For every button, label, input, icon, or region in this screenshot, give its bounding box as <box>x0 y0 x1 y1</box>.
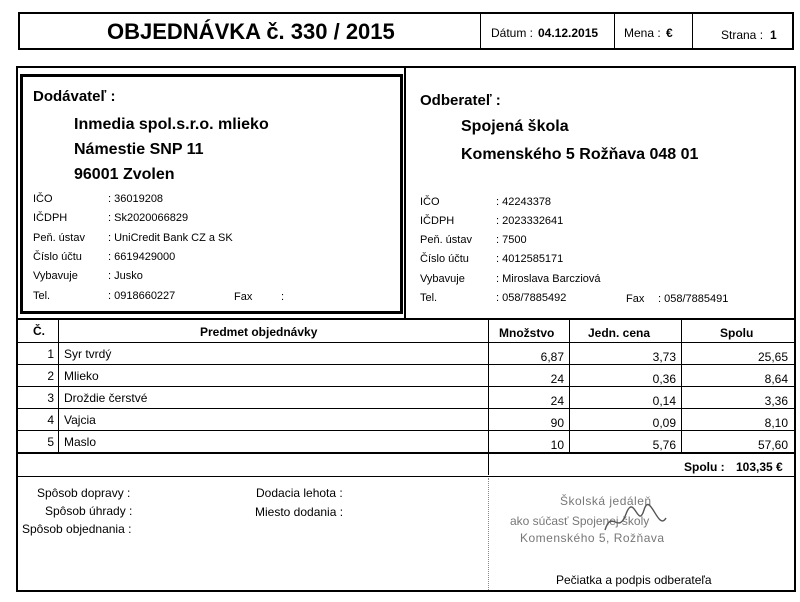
row-qty: 24 <box>550 394 564 408</box>
row-total: 57,60 <box>757 438 788 452</box>
customer-field-value: : 058/7885492 <box>496 292 567 304</box>
customer-divider <box>404 68 406 318</box>
supplier-name-line: Inmedia spol.s.r.o. mlieko <box>74 116 269 133</box>
sum-value: 103,35 € <box>736 460 783 474</box>
supplier-field-label: IČO <box>33 193 53 205</box>
currency-value: € <box>666 26 673 40</box>
row-item: Maslo <box>64 435 97 449</box>
table-bottom-rule <box>17 452 795 454</box>
table-col-rule <box>569 320 570 453</box>
header-divider <box>480 13 481 49</box>
header-divider <box>614 13 615 49</box>
table-col-rule <box>681 320 682 453</box>
supplier-fax-label: Fax <box>234 291 253 303</box>
table-row-rule <box>17 386 795 387</box>
sum-label: Spolu : <box>684 460 725 474</box>
customer-name-line: Spojená škola <box>461 118 569 135</box>
supplier-field-value: : 36019208 <box>108 193 164 205</box>
stamp-line: Školská jedáleň <box>560 494 652 508</box>
customer-heading: Odberateľ : <box>420 92 501 109</box>
customer-field-value: : 7500 <box>496 234 527 246</box>
signature-scribble <box>600 500 670 540</box>
row-item: Mlieko <box>64 369 99 383</box>
row-unit-price: 3,73 <box>652 350 676 364</box>
supplier-field-value: : UniCredit Bank CZ a SK <box>108 232 233 244</box>
header-unit-price: Jedn. cena <box>588 326 651 340</box>
table-col-rule <box>488 320 489 475</box>
order-method-label: Spôsob objednania : <box>22 522 132 536</box>
supplier-name-line: 96001 Zvolen <box>74 166 175 183</box>
row-item: Syr tvrdý <box>64 347 112 361</box>
customer-field-label: IČO <box>420 196 440 208</box>
customer-field-label: Tel. <box>420 292 438 304</box>
row-item: Vajcia <box>64 413 96 427</box>
row-total: 25,65 <box>757 350 788 364</box>
row-total: 3,36 <box>764 394 788 408</box>
supplier-field-label: Peň. ústav <box>33 232 85 244</box>
supplier-field-value: : Sk2020066829 <box>108 212 189 224</box>
table-row-rule <box>17 430 795 431</box>
customer-field-value: : 4012585171 <box>496 253 564 265</box>
page-label: Strana : <box>721 28 764 42</box>
stamp-line: ako súčasť Spojenej školy <box>510 514 650 528</box>
customer-fax-value: : 058/7885491 <box>658 293 729 305</box>
customer-fax-label: Fax <box>626 293 645 305</box>
row-unit-price: 5,76 <box>652 438 676 452</box>
page-value: 1 <box>770 28 777 42</box>
row-no: 4 <box>47 413 54 427</box>
supplier-field-label: IČDPH <box>33 212 68 224</box>
delivery-place-label: Miesto dodania : <box>255 505 344 519</box>
supplier-heading: Dodávateľ : <box>33 88 116 105</box>
delivery-date-label: Dodacia lehota : <box>256 486 343 500</box>
supplier-name-line: Námestie SNP 11 <box>74 141 204 158</box>
table-row-rule <box>17 408 795 409</box>
header-divider <box>692 13 693 49</box>
row-no: 5 <box>47 435 54 449</box>
row-total: 8,10 <box>764 416 788 430</box>
supplier-field-label: Vybavuje <box>33 270 78 282</box>
supplier-field-label: Tel. <box>33 290 51 302</box>
header-total: Spolu <box>720 326 754 340</box>
supplier-field-value: : 6619429000 <box>108 251 176 263</box>
row-qty: 6,87 <box>540 350 564 364</box>
customer-field-label: Vybavuje <box>420 273 465 285</box>
customer-field-label: Číslo účtu <box>420 253 469 265</box>
stamp-divider <box>488 478 489 590</box>
customer-field-value: : 42243378 <box>496 196 552 208</box>
row-qty: 90 <box>550 416 564 430</box>
customer-field-label: Peň. ústav <box>420 234 472 246</box>
row-no: 3 <box>47 391 54 405</box>
transport-label: Spôsob dopravy : <box>37 486 131 500</box>
date-label: Dátum : <box>491 26 534 40</box>
row-item: Droždie čerstvé <box>64 391 148 405</box>
table-col-rule <box>58 320 59 453</box>
currency-label: Mena : <box>624 26 661 40</box>
table-top-rule <box>17 318 795 320</box>
header-no: Č. <box>33 324 45 338</box>
row-unit-price: 0,14 <box>652 394 676 408</box>
row-no: 1 <box>47 347 54 361</box>
table-row-rule <box>17 364 795 365</box>
payment-label: Spôsob úhrady : <box>45 504 133 518</box>
customer-field-value: : Miroslava Barcziová <box>496 273 601 285</box>
supplier-field-value: : 0918660227 <box>108 290 176 302</box>
sum-rule <box>17 476 795 477</box>
row-qty: 10 <box>550 438 564 452</box>
row-qty: 24 <box>550 372 564 386</box>
document-title: OBJEDNÁVKA č. 330 / 2015 <box>107 19 395 44</box>
header-qty: Množstvo <box>499 326 555 340</box>
customer-field-value: : 2023332641 <box>496 215 564 227</box>
date-value: 04.12.2015 <box>538 26 599 40</box>
supplier-fax-value: : <box>281 291 285 303</box>
table-header-rule <box>17 342 795 343</box>
row-unit-price: 0,36 <box>652 372 676 386</box>
header-item: Predmet objednávky <box>200 325 318 339</box>
stamp-line: Komenského 5, Rožňava <box>520 531 665 545</box>
row-unit-price: 0,09 <box>652 416 676 430</box>
customer-name-line: Komenského 5 Rožňava 048 01 <box>461 146 699 163</box>
signature-caption: Pečiatka a podpis odberateľa <box>556 573 712 587</box>
supplier-field-label: Číslo účtu <box>33 251 82 263</box>
row-no: 2 <box>47 369 54 383</box>
row-total: 8,64 <box>764 372 788 386</box>
supplier-field-value: : Jusko <box>108 270 143 282</box>
customer-field-label: IČDPH <box>420 215 455 227</box>
